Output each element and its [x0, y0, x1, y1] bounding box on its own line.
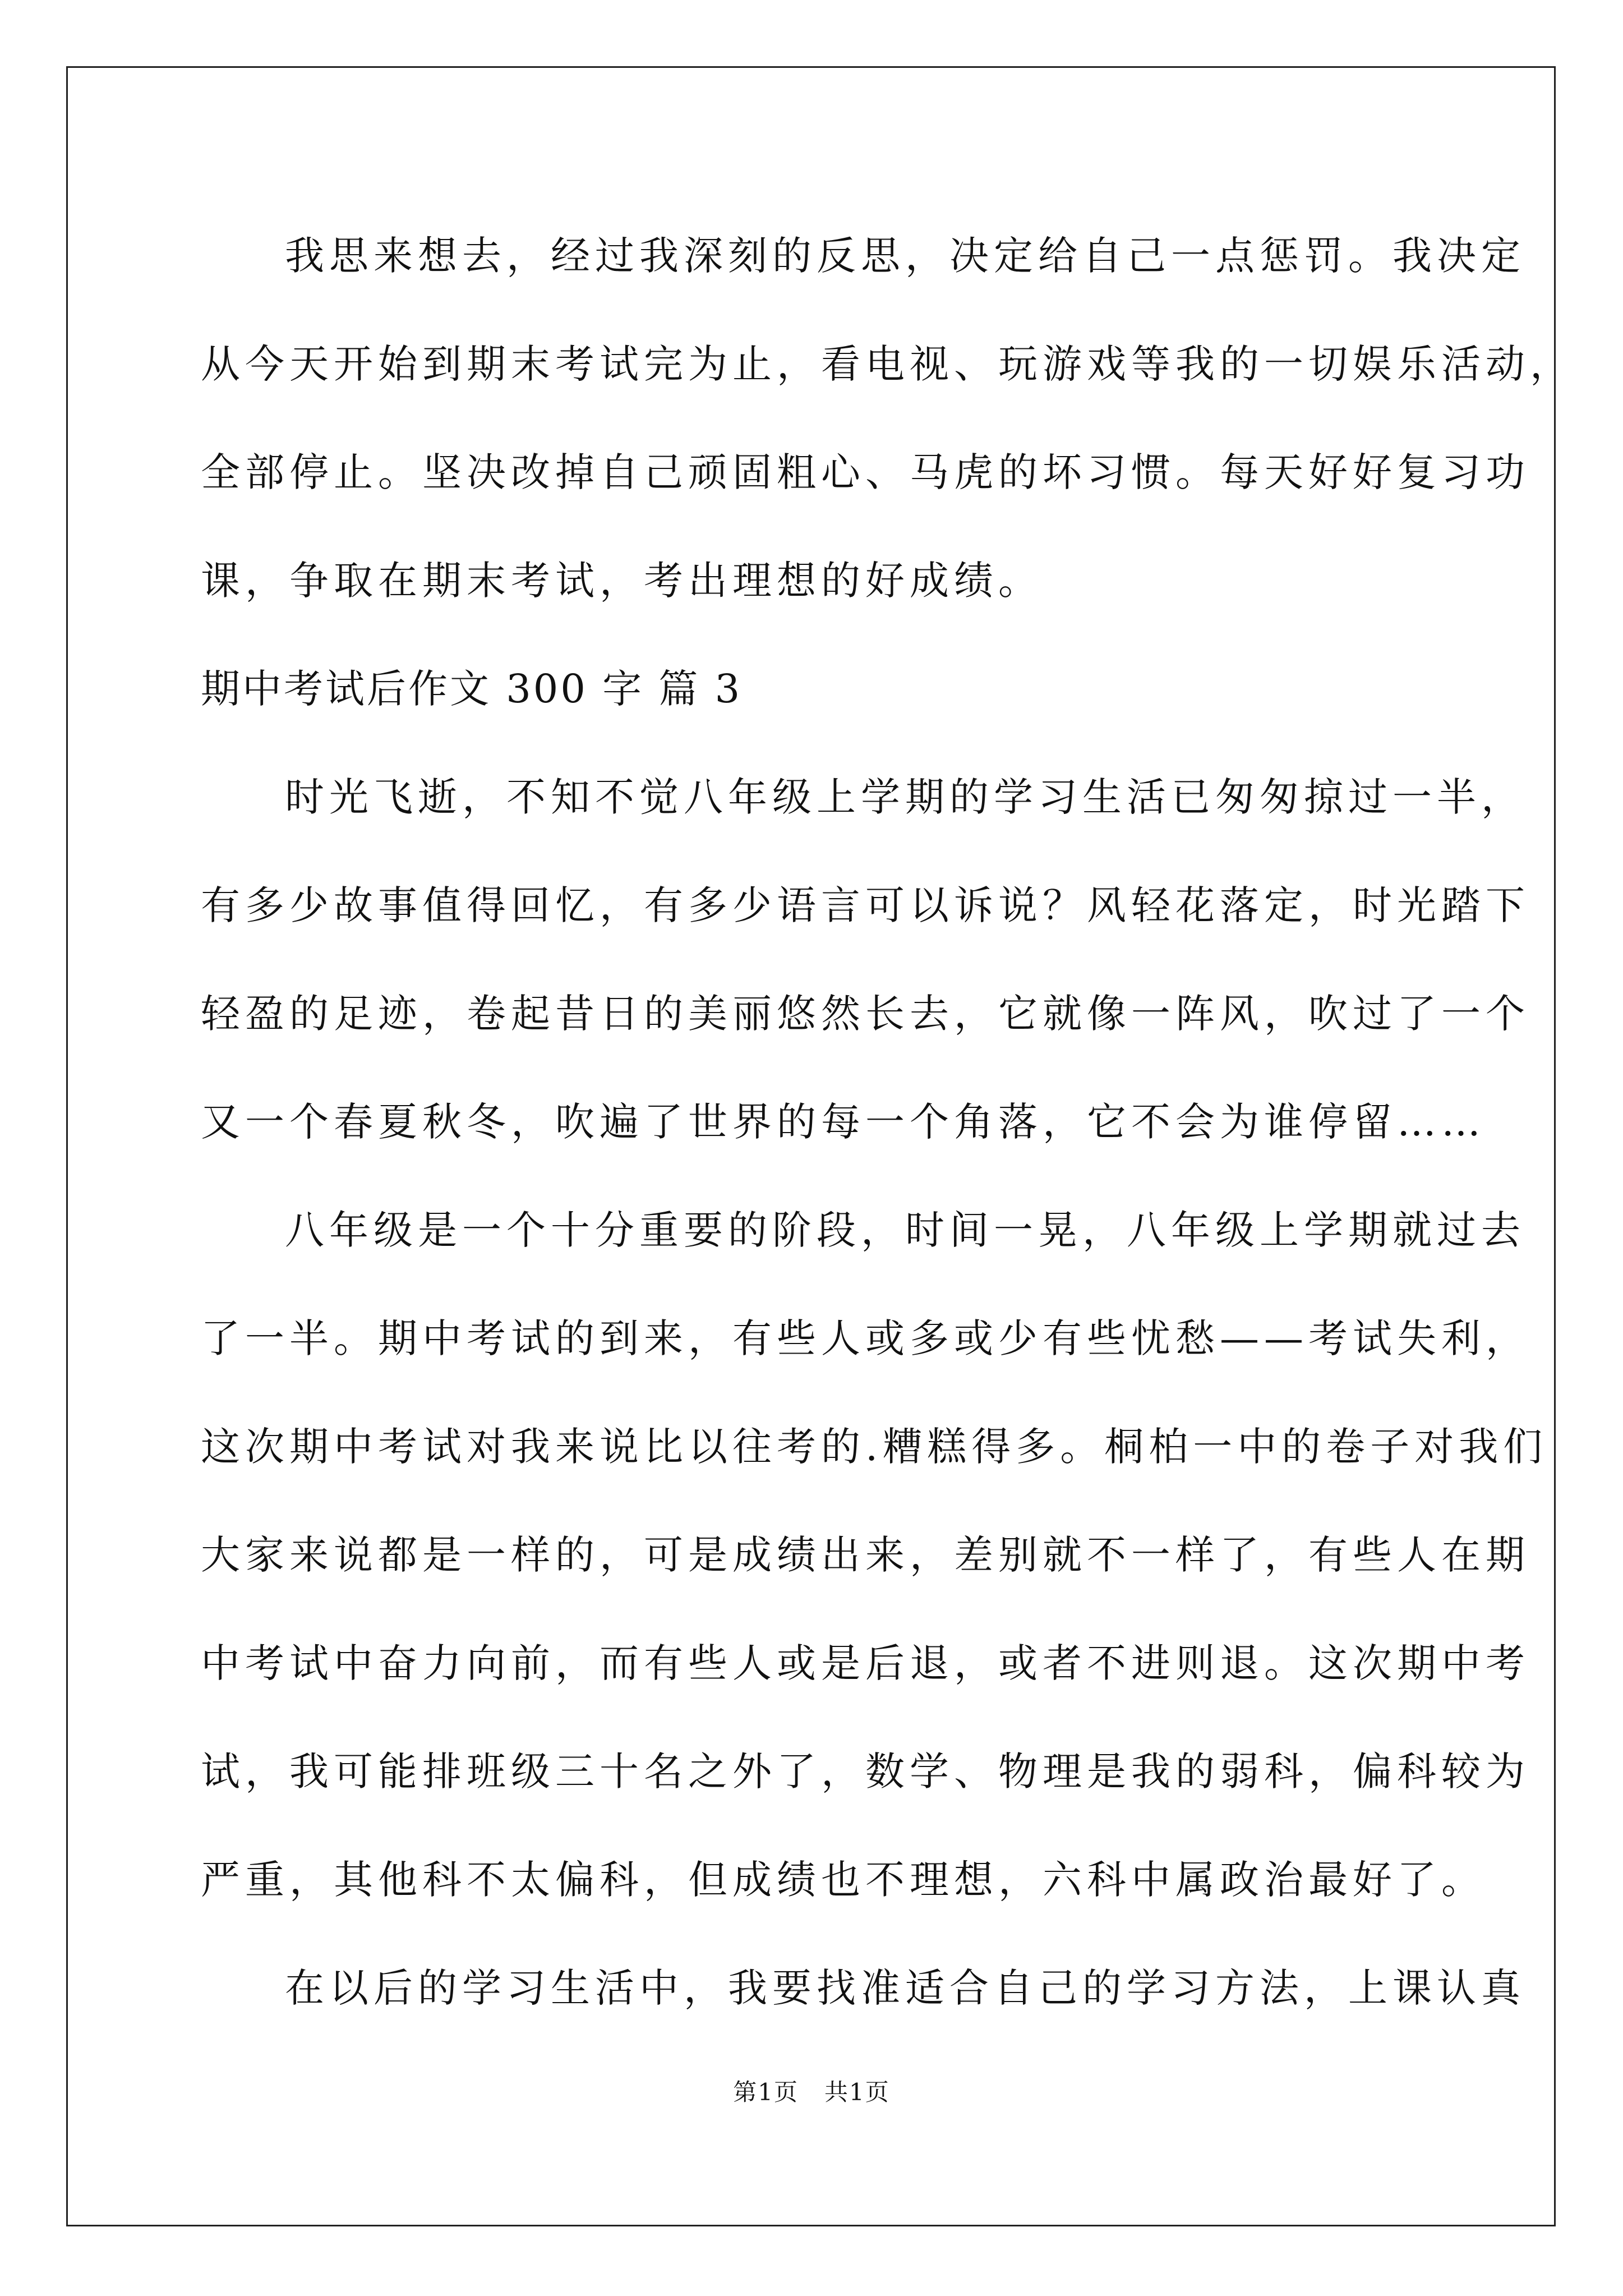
page-footer: 第1页 共1页: [733, 2078, 890, 2106]
text-line: 又一个春夏秋冬，吹遍了世界的每一个角落，它不会为谁停留……: [201, 1099, 1486, 1145]
text-line: 全部停止。坚决改掉自己顽固粗心、马虎的坏习惯。每天好好复习功: [201, 449, 1530, 495]
text-line: 从今天开始到期末考试完为止，看电视、玩游戏等我的一切娱乐活动，: [201, 341, 1574, 387]
text-line: 课，争取在期末考试，考出理想的好成绩。: [201, 558, 1043, 604]
text-line: 轻盈的足迹，卷起昔日的美丽悠然长去，它就像一阵风，吹过了一个: [201, 991, 1530, 1037]
text-line: 试，我可能排班级三十名之外了，数学、物理是我的弱科，偏科较为: [201, 1749, 1530, 1795]
text-line: 中考试中奋力向前，而有些人或是后退，或者不进则退。这次期中考: [201, 1640, 1530, 1686]
text-line: 大家来说都是一样的，可是成绩出来，差别就不一样了，有些人在期: [201, 1532, 1530, 1578]
text-line: 时光飞逝，不知不觉八年级上学期的学习生活已匆匆掠过一半，: [285, 774, 1525, 820]
text-line: 这次期中考试对我来说比以往考的.糟糕得多。桐柏一中的卷子对我们: [201, 1424, 1548, 1470]
paragraph: [201, 1176, 1548, 1934]
text-line: 八年级是一个十分重要的阶段，时间一晃，八年级上学期就过去: [285, 1207, 1525, 1253]
paragraph: [201, 202, 1574, 635]
text-line: 我思来想去，经过我深刻的反思，决定给自己一点惩罚。我决定: [285, 233, 1525, 279]
document-body: [201, 202, 1574, 2042]
paragraph: [201, 743, 1530, 1176]
text-line: 了一半。期中考试的到来，有些人或多或少有些忧愁——考试失利，: [201, 1315, 1530, 1361]
section-heading: 期中考试后作文 300 字 篇 3: [201, 666, 743, 712]
paragraph: [201, 1934, 1525, 2042]
text-line: 有多少故事值得回忆，有多少语言可以诉说？风轻花落定，时光踏下: [201, 882, 1530, 928]
text-line: 严重，其他科不太偏科，但成绩也不理想，六科中属政治最好了。: [201, 1857, 1486, 1903]
text-line: 在以后的学习生活中，我要找准适合自己的学习方法，上课认真: [285, 1965, 1525, 2011]
